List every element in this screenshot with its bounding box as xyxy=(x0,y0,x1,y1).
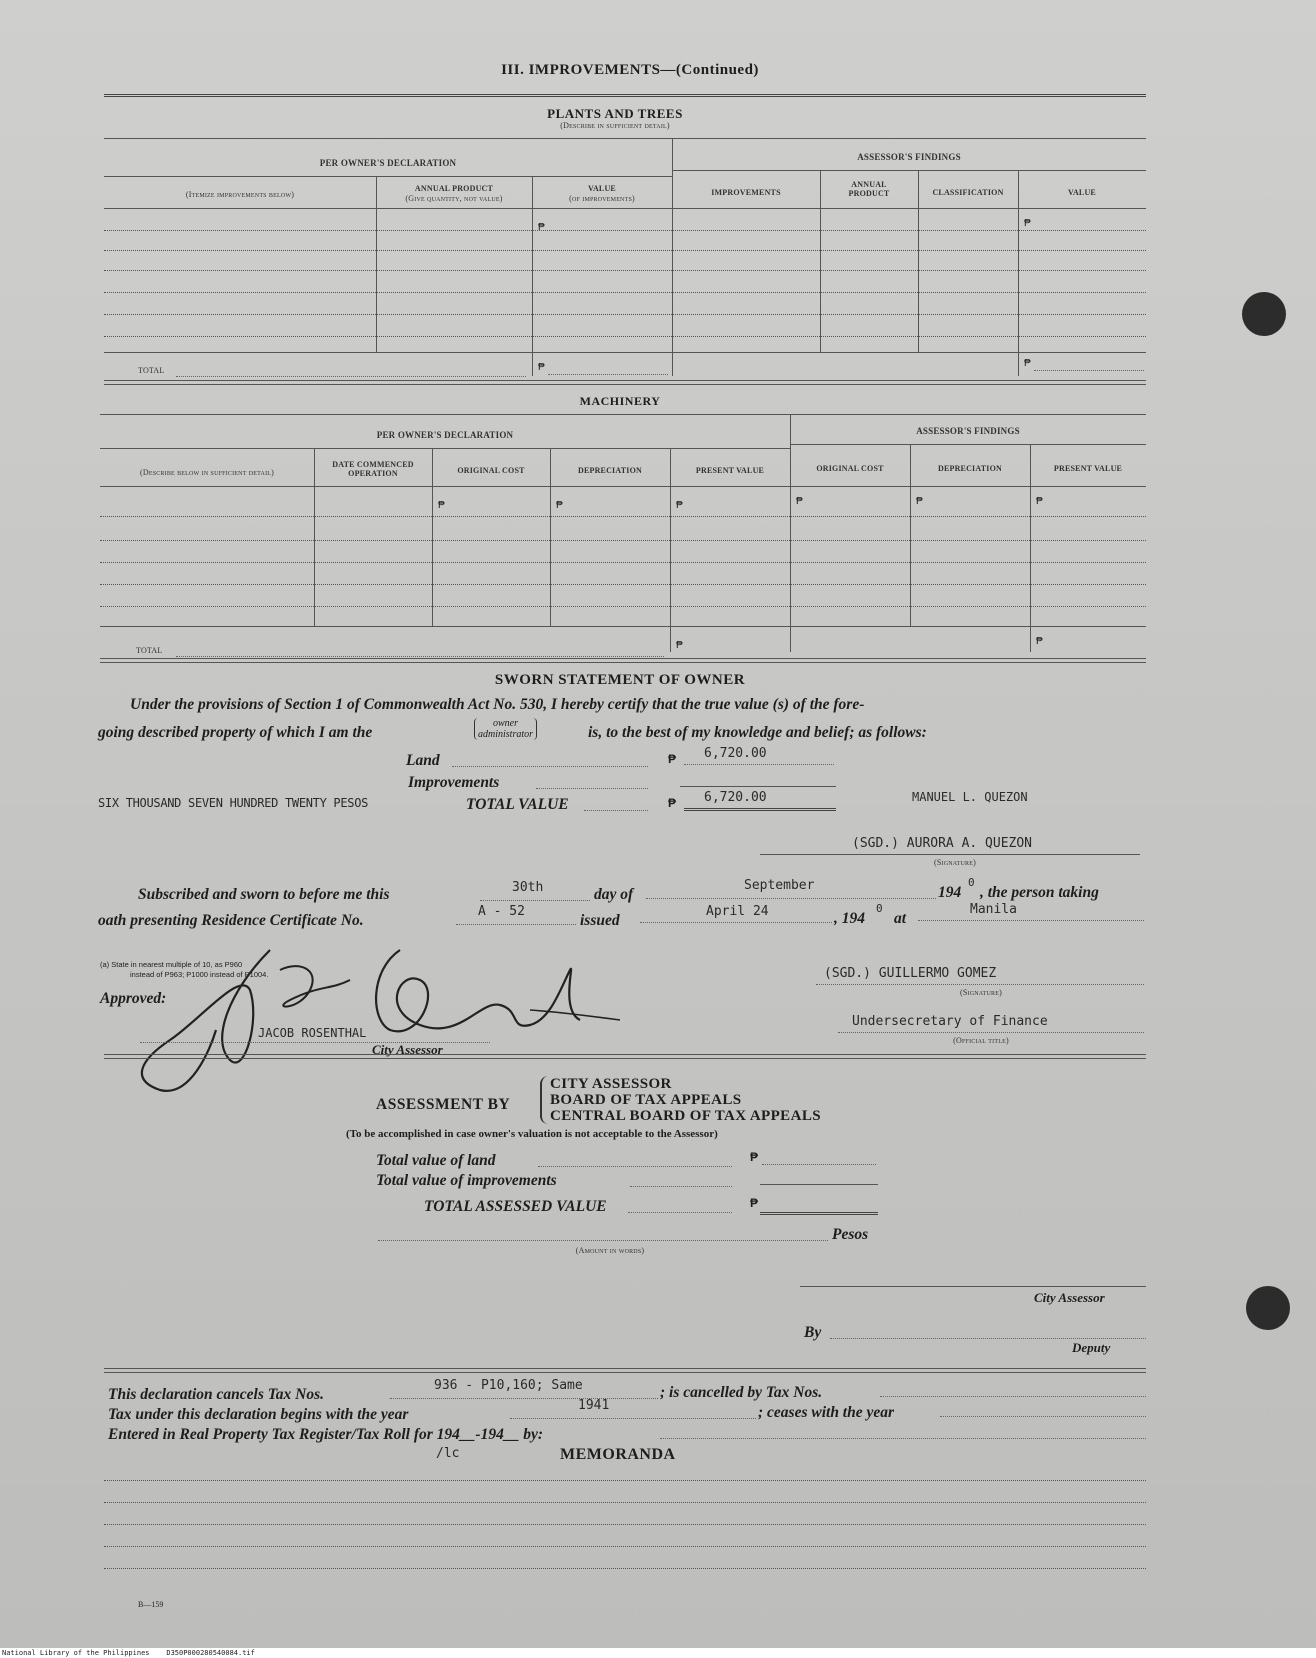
option-board-tax-appeals: BOARD OF TAX APPEALS xyxy=(550,1092,742,1108)
begins-value: 1941 xyxy=(578,1398,610,1413)
assessed-land-label: Total value of land xyxy=(376,1152,496,1169)
assessment-note: (To be accomplished in case owner's valuation is not acceptable to the Assessor) xyxy=(346,1128,718,1140)
col-present-value-2: PRESENT VALUE xyxy=(1053,464,1123,473)
pesos-label: Pesos xyxy=(832,1226,869,1243)
assessed-land-peso: ₱ xyxy=(750,1150,759,1164)
assessment-options xyxy=(540,1076,821,1124)
sworn-line-1: Under the provisions of Section 1 of Commonwealth Act No. 530, I hereby certify that the true value (s) of the fore- xyxy=(130,696,865,713)
col-date-commenced: DATE COMMENCED OPERATION xyxy=(332,460,414,478)
subscribed-text: Subscribed and sworn to before me this xyxy=(138,886,390,903)
at-label: at xyxy=(894,910,907,927)
mach-total-peso-1: ₱ xyxy=(676,640,683,651)
cancelled-by-label: ; is cancelled by Tax Nos. xyxy=(660,1384,823,1401)
form-code: B—159 xyxy=(138,1600,164,1609)
plants-peso-2: ₱ xyxy=(1024,218,1031,229)
machinery-assessor-head: ASSESSOR'S FINDINGS xyxy=(916,426,1020,436)
oath-presenting: oath presenting Residence Certificate No. xyxy=(98,912,364,929)
land-value: 6,720.00 xyxy=(704,746,767,761)
approver-signature-scribble xyxy=(120,930,640,1100)
option-city-assessor: CITY ASSESSOR xyxy=(550,1076,672,1092)
mach-total-peso-2: ₱ xyxy=(1036,636,1043,647)
col-depreciation-2: DEPRECIATION xyxy=(937,464,1003,473)
ceases-label: ; ceases with the year xyxy=(758,1404,895,1421)
total-assessed-label: TOTAL ASSESSED VALUE xyxy=(424,1198,607,1215)
plants-total-label: TOTAL xyxy=(138,366,165,375)
total-assessed-peso: ₱ xyxy=(750,1196,759,1210)
place-value: Manila xyxy=(970,902,1017,917)
archive-footer: National Library of the Philippines D350P000280540084.tif xyxy=(0,1648,1316,1658)
administrator-word: administrator xyxy=(478,729,534,740)
initials: /lc xyxy=(436,1446,460,1461)
memoranda-title: MEMORANDA xyxy=(560,1446,676,1463)
page-title: III. IMPROVEMENTS—(Continued) xyxy=(501,62,759,78)
approved-label: Approved: xyxy=(100,990,167,1007)
cancels-value: 936 - P10,160; Same xyxy=(434,1378,583,1393)
plants-total-peso-2: ₱ xyxy=(1024,358,1031,369)
owner-word: owner xyxy=(493,718,518,729)
mach-peso-orig-2: ₱ xyxy=(796,496,803,507)
plants-total-peso-1: ₱ xyxy=(538,362,545,373)
plants-subtitle: (Describe in sufficient detail) xyxy=(560,121,670,130)
day-value: 30th xyxy=(512,880,544,895)
col-itemize: (Itemize improvements below) xyxy=(185,190,295,199)
plants-title: PLANTS AND TREES xyxy=(547,106,683,121)
officer-title: Undersecretary of Finance xyxy=(852,1014,1048,1029)
issued-year: 0 xyxy=(876,902,883,915)
mach-peso-orig: ₱ xyxy=(438,500,445,511)
plants-owner-head: PER OWNER'S DECLARATION xyxy=(319,158,457,168)
mach-peso-depr-2: ₱ xyxy=(916,496,923,507)
punch-hole-bottom xyxy=(1246,1286,1290,1330)
city-assessor-label: City Assessor xyxy=(1034,1290,1105,1305)
land-peso: ₱ xyxy=(668,752,677,766)
footnote-2: instead of P963; P1000 instead of P1004. xyxy=(130,970,269,979)
total-value: 6,720.00 xyxy=(704,790,767,805)
machinery-total-label: TOTAL xyxy=(136,646,163,655)
officer-signature: (SGD.) GUILLERMO GOMEZ xyxy=(824,966,997,981)
owner-admin-bracket xyxy=(474,718,537,740)
officer-signature-caption: (Signature) xyxy=(960,988,1002,997)
approver-title: City Assessor xyxy=(372,1042,443,1057)
total-value-peso: ₱ xyxy=(668,796,677,810)
punch-hole-top xyxy=(1242,292,1286,336)
col-annual-product: ANNUAL PRODUCT xyxy=(848,180,890,198)
mach-peso-present-2: ₱ xyxy=(1036,496,1043,507)
plants-peso-1: ₱ xyxy=(538,222,545,233)
col-original-cost: ORIGINAL COST xyxy=(457,466,525,475)
month-value: September xyxy=(744,878,815,893)
machinery-owner-head: PER OWNER'S DECLARATION xyxy=(376,430,514,440)
sworn-line-2b: is, to the best of my knowledge and belief; as follows: xyxy=(588,724,927,741)
signature-caption: (Signature) xyxy=(934,858,976,867)
col-depreciation: DEPRECIATION xyxy=(577,466,643,475)
amount-words-caption: (Amount in words) xyxy=(575,1246,645,1255)
deputy-label: Deputy xyxy=(1072,1340,1111,1355)
owner-name: MANUEL L. QUEZON xyxy=(912,790,1028,804)
owner-signature: (SGD.) AURORA A. QUEZON xyxy=(852,836,1033,851)
sworn-title: SWORN STATEMENT OF OWNER xyxy=(494,672,746,688)
issued-label: issued xyxy=(580,912,620,929)
footnote-1: (a) State in nearest multiple of 10, as P960 xyxy=(100,960,243,969)
col-original-cost-2: ORIGINAL COST xyxy=(816,464,884,473)
assessment-by-label: ASSESSMENT BY xyxy=(376,1096,511,1113)
col-value: VALUE xyxy=(588,184,616,193)
col-value-sub: (of improvements) xyxy=(569,194,635,203)
plants-assessor-head: ASSESSOR'S FINDINGS xyxy=(857,152,961,162)
col-annual-sub: (Give quantity, not value) xyxy=(405,194,503,203)
col-annual: ANNUAL PRODUCT xyxy=(414,184,494,193)
sworn-line-2a: going described property of which I am the xyxy=(98,724,373,741)
by-label: By xyxy=(804,1324,822,1341)
comma-194: , 194 xyxy=(834,910,865,927)
year-prefix: 194 xyxy=(938,884,962,901)
person-taking: , the person taking xyxy=(980,884,1099,901)
col-present-value: PRESENT VALUE xyxy=(695,466,765,475)
col-improvements: IMPROVEMENTS xyxy=(711,188,781,197)
land-label: Land xyxy=(406,752,440,769)
approver-name: JACOB ROSENTHAL xyxy=(258,1026,367,1040)
day-of: day of xyxy=(594,886,634,903)
begins-label: Tax under this declaration begins with the year xyxy=(108,1406,409,1423)
machinery-title: MACHINERY xyxy=(579,394,661,408)
year-suffix: 0 xyxy=(968,876,975,889)
officer-title-caption: (Official title) xyxy=(953,1036,1009,1045)
cancels-label: This declaration cancels Tax Nos. xyxy=(108,1386,325,1403)
col-classification: CLASSIFICATION xyxy=(932,188,1004,197)
cert-number: A - 52 xyxy=(478,904,525,919)
mach-peso-present: ₱ xyxy=(676,500,683,511)
amount-in-words: SIX THOUSAND SEVEN HUNDRED TWENTY PESOS xyxy=(98,796,369,810)
total-value-label: TOTAL VALUE xyxy=(466,796,569,813)
assessed-improvements-label: Total value of improvements xyxy=(376,1172,557,1189)
improvements-label: Improvements xyxy=(408,774,500,791)
col-value-2: VALUE xyxy=(1068,188,1096,197)
col-describe: (Describe below in sufficient detail) xyxy=(139,468,275,477)
mach-peso-depr: ₱ xyxy=(556,500,563,511)
issued-date: April 24 xyxy=(706,904,769,919)
option-central-board: CENTRAL BOARD OF TAX APPEALS xyxy=(550,1108,821,1124)
entered-label: Entered in Real Property Tax Register/Tax Roll for 194__-194__ by: xyxy=(108,1426,543,1443)
